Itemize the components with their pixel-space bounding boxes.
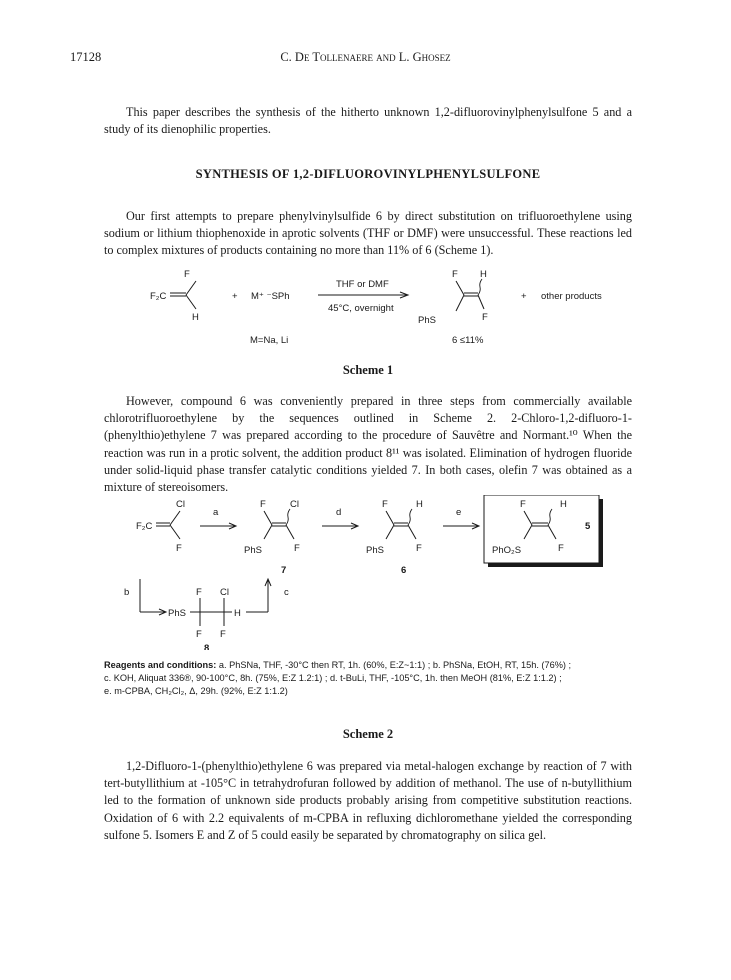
s1-h: H	[192, 312, 199, 323]
s2-6-h: H	[416, 499, 423, 510]
s2-7-cl: Cl	[290, 499, 299, 510]
paragraph-three-steps: However, compound 6 was conveniently prepared in three steps from commercially available chlorotrifluoroethylene by the sequences outlined in Scheme 2. 2-Chloro-1,2-difluoro-1-(phenylthio)ethylene 7 was prepared according to the procedure of Sauvêtre and Normant.¹⁰ When the reaction was run in a protic solvent, the addition product 8¹¹ was isolated. Elimination of hydrogen fluoride under solid-liquid phase transfer catalytic conditions yielded 7. In both cases, olefin 7 was obtained as a mixture of stereoisomers.	[104, 394, 632, 495]
scheme-1-caption: Scheme 1	[342, 363, 394, 377]
s1-p-h: H	[480, 269, 487, 280]
s1-plus-1: +	[232, 291, 238, 302]
s1-metal-label: M=Na, Li	[250, 335, 289, 346]
intro-paragraph: This paper describes the synthesis of the hitherto unknown 1,2-difluorovinylphenylsulfone 5 and a study of its dienophilic properties.	[104, 105, 632, 137]
s2-8-h: H	[234, 608, 241, 619]
s2-label-8: 8	[204, 643, 210, 650]
s1-p-f-top: F	[452, 269, 458, 280]
s1-condition-top: THF or DMF	[336, 279, 389, 290]
s2-7-phs: PhS	[244, 545, 262, 556]
s2-label-7: 7	[281, 565, 287, 576]
s2-5-f-bottom: F	[558, 543, 564, 554]
section-title: SYNTHESIS OF 1,2-DIFLUOROVINYLPHENYLSULFONE	[195, 167, 541, 181]
s2-label-6: 6	[401, 565, 407, 576]
s2-5-f-top: F	[520, 499, 526, 510]
s2-label-a: a	[213, 507, 219, 518]
s1-reagent: M⁺ ⁻SPh	[251, 291, 290, 302]
s2-7-f-bottom: F	[294, 543, 300, 554]
s1-yield-label: 6 ≤11%	[452, 335, 484, 346]
s2-8-cl: Cl	[220, 587, 229, 598]
running-header-authors: C. De Tollenaere and L. Ghosez	[280, 50, 451, 64]
s1-f-top: F	[184, 269, 190, 280]
scheme-2-caption: Scheme 2	[342, 727, 394, 741]
s2-label-b: b	[124, 587, 130, 598]
s1-p-phs: PhS	[418, 315, 436, 326]
s2-f2c: F₂C	[136, 521, 153, 532]
reagents-line-2: c. KOH, Aliquat 336®, 90-100°C, 8h. (75%, E:Z 1.2:1) ; d. t-BuLi, THF, -105°C, 1h. then MeOH (81%, E:Z 1:1.2) ;	[104, 673, 562, 684]
s2-label-5: 5	[585, 521, 591, 532]
s1-condition-bottom: 45°C, overnight	[328, 303, 394, 314]
s2-5-h: H	[560, 499, 567, 510]
s2-label-c: c	[284, 587, 289, 598]
s2-8-phs: PhS	[168, 608, 186, 619]
s2-f-1: F	[176, 543, 182, 554]
scheme-2-diagram	[0, 495, 731, 650]
s2-6-f-bottom: F	[416, 543, 422, 554]
reagents-lead: Reagents and conditions:	[104, 660, 217, 670]
s2-7-f-top: F	[260, 499, 266, 510]
s1-plus-2: +	[521, 291, 527, 302]
s2-cl-1: Cl	[176, 499, 185, 510]
scheme-1-diagram	[0, 265, 731, 355]
s2-6-f-top: F	[382, 499, 388, 510]
s2-8-f-bottom-1: F	[196, 629, 202, 640]
reagents-line-3: e. m-CPBA, CH₂Cl₂, Δ, 29h. (92%, E:Z 1:1.2)	[104, 686, 288, 697]
s1-p-f-bottom: F	[482, 312, 488, 323]
s2-8-f-bottom-2: F	[220, 629, 226, 640]
reagents-line-1: Reagents and conditions: a. PhSNa, THF, -30°C then RT, 1h. (60%, E:Z~1:1) ; b. PhSNa, EtOH, RT, 15h. (76%) ;	[104, 660, 572, 670]
s1-f2c: F₂C	[150, 291, 167, 302]
s2-label-e: e	[456, 507, 462, 518]
page-number: 17128	[70, 50, 102, 64]
paragraph-first-attempts: Our first attempts to prepare phenylvinylsulfide 6 by direct substitution on trifluoroethylene using sodium or lithium thiophenoxide in aprotic solvents (THF or DMF) were unsuccessful. These reactions led to complex mixtures of products containing no more than 11% of 6 (Scheme 1).	[104, 209, 632, 258]
paragraph-metal-halogen: 1,2-Difluoro-1-(phenylthio)ethylene 6 was prepared via metal-halogen exchange by reaction of 7 with tert-butyllithium at -105°C in tetrahydrofuran followed by addition of methanol. The use of n-butyllithium led to the formation of unknown side products probably arising from competitive substitution reactions. Oxidation of 6 with 2.2 equivalents of m-CPBA in refluxing dichloromethane yielded the corresponding sulfone 5. Isomers E and Z of 5 could easily be separated by chromatography on silica gel.	[104, 759, 632, 842]
s2-6-phs: PhS	[366, 545, 384, 556]
s2-8-f-top: F	[196, 587, 202, 598]
s2-5-pho2s: PhO₂S	[492, 545, 522, 556]
reagents-and-conditions	[104, 659, 644, 699]
s2-label-d: d	[336, 507, 342, 518]
s1-other-products: other products	[541, 291, 602, 302]
